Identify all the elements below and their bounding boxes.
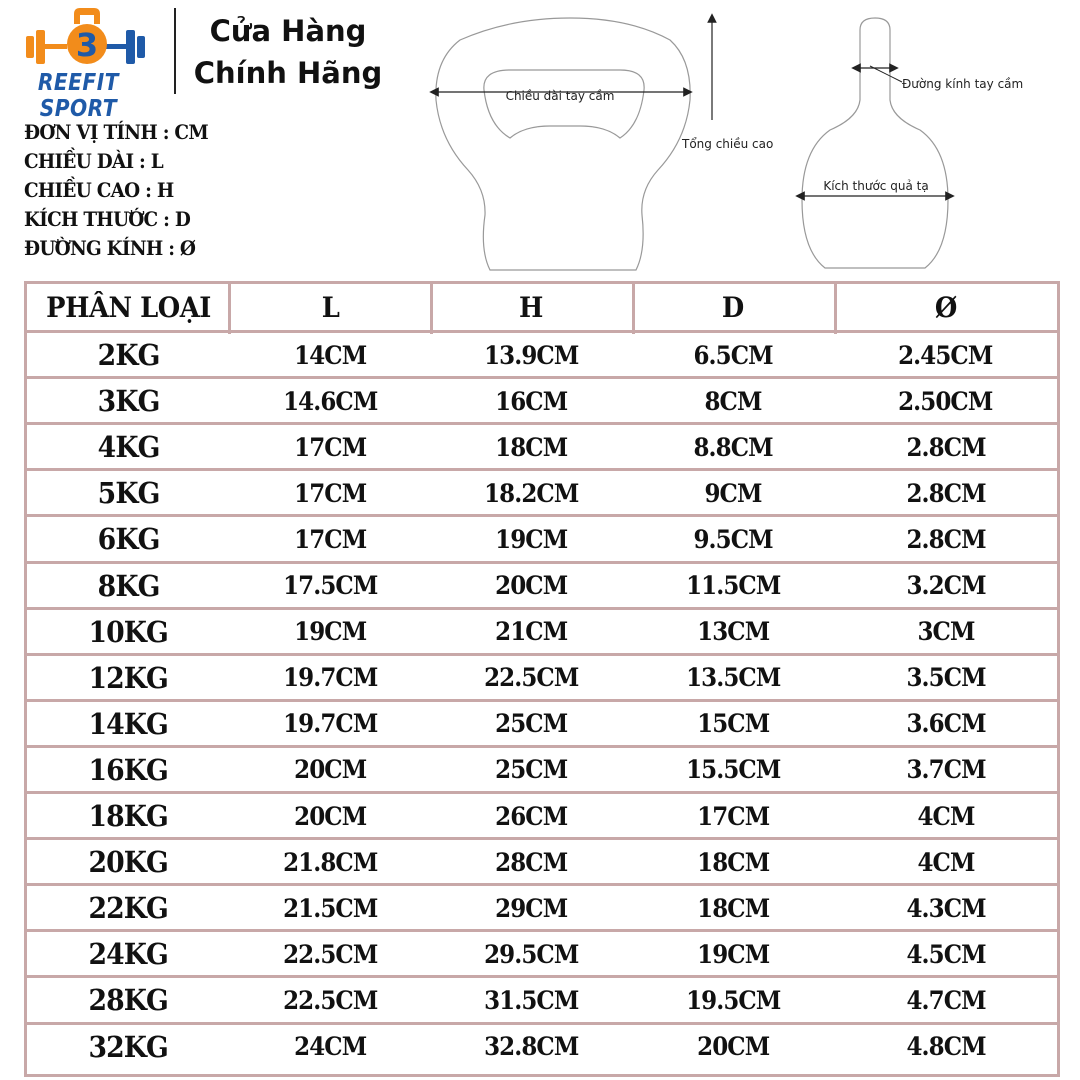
kettlebell-handle-hole <box>484 70 644 138</box>
brand-name: REEFIT SPORT <box>37 70 119 122</box>
brand-logo <box>8 6 158 122</box>
logo-mark-text: 3 <box>75 26 99 64</box>
row-diameter: 2.45CM <box>898 340 993 370</box>
row-height: 29CM <box>494 893 568 923</box>
row-category: 2KG <box>97 338 160 373</box>
table-row <box>27 794 1057 838</box>
legend-size: KÍCH THƯỚC : D <box>24 207 191 231</box>
row-length: 22.5CM <box>283 939 378 969</box>
header-divider-3 <box>632 284 635 334</box>
row-length: 24CM <box>294 1032 367 1062</box>
header-height: H <box>519 291 543 324</box>
row-length: 20CM <box>294 801 367 831</box>
row-height: 20CM <box>494 571 568 601</box>
row-category: 24KG <box>88 937 169 972</box>
table-row <box>27 333 1057 377</box>
legend-diameter: ĐƯỜNG KÍNH : Ø <box>24 236 196 260</box>
header-size: D <box>722 291 744 324</box>
row-height: 25CM <box>494 755 568 785</box>
header-divider-2 <box>430 284 433 334</box>
header-length: L <box>321 291 339 324</box>
legend-height: CHIỀU CAO : H <box>24 178 174 202</box>
row-size: 19CM <box>696 939 769 969</box>
row-category: 12KG <box>88 660 169 695</box>
header-divider <box>174 8 176 94</box>
row-length: 17.5CM <box>283 571 378 601</box>
row-size: 18CM <box>696 893 769 923</box>
row-length: 20CM <box>294 755 367 785</box>
row-size: 19.5CM <box>685 985 781 1015</box>
row-length: 14CM <box>294 340 367 370</box>
row-category: 32KG <box>88 1029 169 1064</box>
row-diameter: 3CM <box>917 617 975 647</box>
row-diameter: 2.8CM <box>906 432 986 462</box>
row-size: 11.5CM <box>685 571 781 601</box>
row-diameter: 2.50CM <box>898 386 993 416</box>
row-length: 21.5CM <box>283 893 378 923</box>
kettlebell-side-outline <box>802 18 948 268</box>
label-handle-diameter: Đường kính tay cầm <box>902 77 1024 91</box>
label-handle-length: Chiều dài tay cầm <box>505 89 615 103</box>
table-header-row <box>27 284 1057 331</box>
table-row <box>27 471 1057 515</box>
row-length: 17CM <box>294 524 367 554</box>
table-row <box>27 886 1057 930</box>
row-size: 8CM <box>704 386 762 416</box>
store-title-line1: Cửa Hàng <box>209 14 367 48</box>
row-height: 31.5CM <box>483 985 579 1015</box>
row-length: 19.7CM <box>283 709 378 739</box>
legend-unit: ĐƠN VỊ TÍNH : CM <box>24 120 208 144</box>
row-height: 26CM <box>494 801 568 831</box>
row-diameter: 4.8CM <box>906 1032 986 1062</box>
row-height: 13.9CM <box>483 340 579 370</box>
row-size: 8.8CM <box>693 432 773 462</box>
table-row <box>27 702 1057 746</box>
row-height: 25CM <box>494 709 568 739</box>
row-category: 14KG <box>88 706 169 741</box>
row-size: 17CM <box>696 801 769 831</box>
table-row <box>27 379 1057 423</box>
row-category: 28KG <box>88 983 169 1018</box>
row-size: 18CM <box>696 847 769 877</box>
unit-legend <box>24 118 224 263</box>
row-diameter: 3.7CM <box>906 755 986 785</box>
row-size: 13.5CM <box>685 663 781 693</box>
row-diameter: 4CM <box>917 847 975 877</box>
table-row <box>27 748 1057 792</box>
header-divider-4 <box>834 284 837 334</box>
label-total-height: Tổng chiều cao <box>682 137 774 151</box>
row-length: 17CM <box>294 478 367 508</box>
row-diameter: 2.8CM <box>906 478 986 508</box>
row-height: 29.5CM <box>483 939 579 969</box>
store-title <box>188 10 388 94</box>
table-row <box>27 840 1057 884</box>
row-length: 19.7CM <box>283 663 378 693</box>
row-height: 18.2CM <box>483 478 579 508</box>
row-length: 22.5CM <box>283 985 378 1015</box>
kettlebell-size-table <box>24 281 1060 1077</box>
row-height: 28CM <box>494 847 568 877</box>
row-diameter: 3.2CM <box>906 571 986 601</box>
row-category: 8KG <box>97 568 160 603</box>
row-category: 3KG <box>97 384 160 419</box>
row-height: 22.5CM <box>483 663 579 693</box>
row-diameter: 3.6CM <box>906 709 986 739</box>
legend-length: CHIỀU DÀI : L <box>24 149 163 173</box>
row-height: 32.8CM <box>483 1032 579 1062</box>
row-length: 19CM <box>294 617 367 647</box>
row-size: 15.5CM <box>685 755 781 785</box>
row-height: 21CM <box>494 617 568 647</box>
table-row <box>27 932 1057 976</box>
row-diameter: 4CM <box>917 801 975 831</box>
row-size: 9CM <box>704 478 762 508</box>
header-divider-1 <box>228 284 231 334</box>
row-category: 20KG <box>88 845 169 880</box>
kettlebell-dimension-diagram <box>420 0 1080 280</box>
table-row <box>27 610 1057 654</box>
row-category: 4KG <box>97 430 160 465</box>
table-row <box>27 656 1057 700</box>
header-category: PHÂN LOẠI <box>46 291 211 324</box>
row-category: 10KG <box>88 614 169 649</box>
row-length: 21.8CM <box>283 847 378 877</box>
row-diameter: 3.5CM <box>906 663 986 693</box>
row-category: 22KG <box>88 891 169 926</box>
row-height: 19CM <box>494 524 568 554</box>
table-row <box>27 425 1057 469</box>
kettlebell-front-outline <box>436 18 690 270</box>
row-diameter: 2.8CM <box>906 524 986 554</box>
row-size: 20CM <box>696 1032 769 1062</box>
table-row <box>27 517 1057 561</box>
label-ball-size: Kích thước quả tạ <box>823 179 929 193</box>
row-category: 16KG <box>88 752 169 787</box>
row-diameter: 4.7CM <box>906 985 986 1015</box>
kettlebell-logo-icon <box>22 6 152 70</box>
row-length: 14.6CM <box>283 386 378 416</box>
row-size: 13CM <box>696 617 769 647</box>
store-title-line2: Chính Hãng <box>193 56 383 90</box>
row-size: 6.5CM <box>693 340 773 370</box>
row-size: 9.5CM <box>693 524 773 554</box>
row-diameter: 4.3CM <box>906 893 986 923</box>
row-length: 17CM <box>294 432 367 462</box>
row-height: 16CM <box>494 386 568 416</box>
table-row <box>27 1025 1057 1069</box>
row-category: 5KG <box>97 476 160 511</box>
row-diameter: 4.5CM <box>906 939 986 969</box>
row-category: 18KG <box>88 799 169 834</box>
row-category: 6KG <box>97 522 160 557</box>
row-height: 18CM <box>494 432 568 462</box>
table-row <box>27 978 1057 1022</box>
row-size: 15CM <box>696 709 769 739</box>
header-diameter: Ø <box>934 291 957 324</box>
table-row <box>27 564 1057 608</box>
